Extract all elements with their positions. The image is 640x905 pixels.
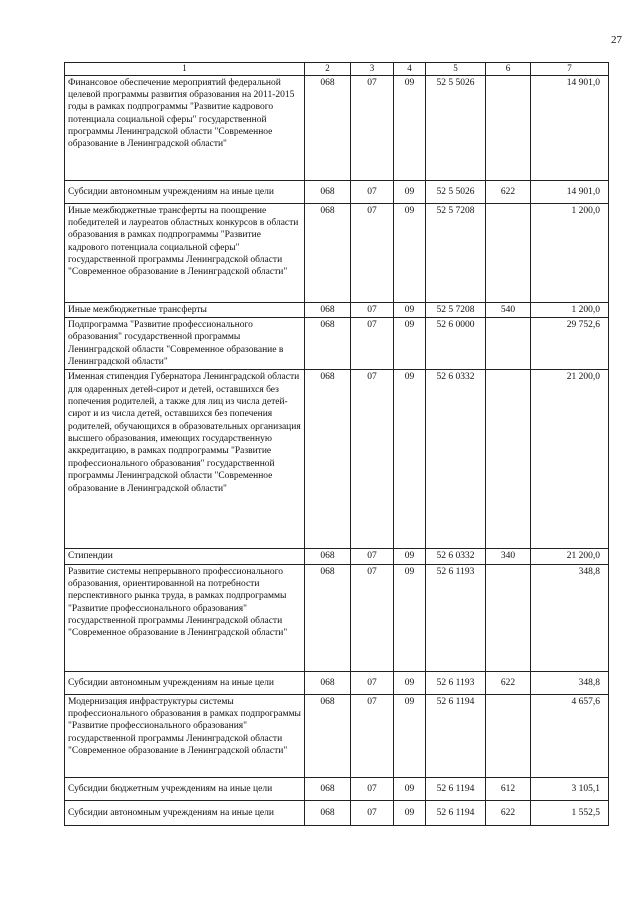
row-target-code: 52 6 1193 xyxy=(426,564,486,671)
row-section-code: 07 xyxy=(351,180,394,203)
row-section-code: 07 xyxy=(351,694,394,777)
row-target-code: 52 6 1194 xyxy=(426,800,486,825)
row-subsection-code: 09 xyxy=(394,694,426,777)
row-section-code: 07 xyxy=(351,800,394,825)
row-subsection-code: 09 xyxy=(394,75,426,180)
row-subsection-code: 09 xyxy=(394,549,426,564)
column-header: 3 xyxy=(351,63,394,76)
row-ministry-code: 068 xyxy=(305,800,351,825)
row-section-code: 07 xyxy=(351,777,394,800)
row-amount: 29 752,6 xyxy=(531,318,609,370)
row-section-code: 07 xyxy=(351,564,394,671)
row-subsection-code: 09 xyxy=(394,302,426,317)
row-section-code: 07 xyxy=(351,75,394,180)
row-expense-type xyxy=(486,694,531,777)
row-name: Развитие системы непрерывного профессионального образования, ориентированной на потребности перспективного рынка труда, в рамках подпрограммы "Развитие профессионального образования" государственной программы Ленинградской области "Современное образование в Ленинградской области" xyxy=(65,564,305,671)
table-row xyxy=(65,203,609,302)
row-expense-type: 622 xyxy=(486,800,531,825)
budget-table xyxy=(64,62,609,826)
row-name: Модернизация инфраструктуры системы профессионального образования в рамках подпрограммы "Развитие профессионального образования" государственной программы Ленинградской области "Современное образование в Ленинградской области" xyxy=(65,694,305,777)
row-amount: 21 200,0 xyxy=(531,549,609,564)
row-amount: 1 200,0 xyxy=(531,203,609,302)
row-section-code: 07 xyxy=(351,318,394,370)
row-amount: 14 901,0 xyxy=(531,180,609,203)
table-row xyxy=(65,370,609,549)
table-row xyxy=(65,318,609,370)
row-subsection-code: 09 xyxy=(394,203,426,302)
row-ministry-code: 068 xyxy=(305,671,351,694)
row-name: Финансовое обеспечение мероприятий федеральной целевой программы развития образования на 2011-2015 годы в рамках подпрограммы "Развитие кадрового потенциала социальной сферы" государственной программы Ленинградской области "Современное образование в Ленинградской области" xyxy=(65,75,305,180)
row-subsection-code: 09 xyxy=(394,370,426,549)
row-name: Субсидии бюджетным учреждениям на иные цели xyxy=(65,777,305,800)
row-ministry-code: 068 xyxy=(305,564,351,671)
table-row xyxy=(65,564,609,671)
row-amount: 3 105,1 xyxy=(531,777,609,800)
row-ministry-code: 068 xyxy=(305,370,351,549)
row-amount: 4 657,6 xyxy=(531,694,609,777)
row-name: Иные межбюджетные трансферты xyxy=(65,302,305,317)
row-subsection-code: 09 xyxy=(394,671,426,694)
row-expense-type xyxy=(486,370,531,549)
row-subsection-code: 09 xyxy=(394,564,426,671)
row-ministry-code: 068 xyxy=(305,318,351,370)
row-expense-type: 340 xyxy=(486,549,531,564)
column-header: 2 xyxy=(305,63,351,76)
row-target-code: 52 6 1194 xyxy=(426,694,486,777)
row-amount: 348,8 xyxy=(531,671,609,694)
table-row xyxy=(65,180,609,203)
row-section-code: 07 xyxy=(351,671,394,694)
row-target-code: 52 5 7208 xyxy=(426,302,486,317)
row-name: Субсидии автономным учреждениям на иные цели xyxy=(65,671,305,694)
row-section-code: 07 xyxy=(351,302,394,317)
table-row xyxy=(65,75,609,180)
row-target-code: 52 5 7208 xyxy=(426,203,486,302)
row-expense-type: 540 xyxy=(486,302,531,317)
row-amount: 1 552,5 xyxy=(531,800,609,825)
column-header: 1 xyxy=(65,63,305,76)
page-number: 27 xyxy=(611,34,622,46)
row-amount: 1 200,0 xyxy=(531,302,609,317)
row-ministry-code: 068 xyxy=(305,180,351,203)
row-name: Стипендии xyxy=(65,549,305,564)
row-expense-type xyxy=(486,75,531,180)
row-ministry-code: 068 xyxy=(305,203,351,302)
row-expense-type: 612 xyxy=(486,777,531,800)
table-row xyxy=(65,549,609,564)
table-row xyxy=(65,694,609,777)
row-expense-type: 622 xyxy=(486,671,531,694)
table-header-row xyxy=(65,63,609,76)
row-amount: 14 901,0 xyxy=(531,75,609,180)
table-row xyxy=(65,671,609,694)
row-name: Именная стипендия Губернатора Ленинградской области для одаренных детей-сирот и детей, оставшихся без попечения родителей, а также для лиц из числа детей-сирот и из числа детей, оставшихся без попечения родителей, обучающихся в образовательных организация высшего образования, имеющих государственную аккредитацию, в рамках подпрограммы "Развитие профессионального образования" государственной программы Ленинградской области "Современное образование в Ленинградской области" xyxy=(65,370,305,549)
row-amount: 21 200,0 xyxy=(531,370,609,549)
row-target-code: 52 6 0332 xyxy=(426,370,486,549)
row-section-code: 07 xyxy=(351,370,394,549)
row-expense-type xyxy=(486,318,531,370)
row-section-code: 07 xyxy=(351,203,394,302)
row-target-code: 52 6 1193 xyxy=(426,671,486,694)
row-ministry-code: 068 xyxy=(305,75,351,180)
row-target-code: 52 6 0332 xyxy=(426,549,486,564)
row-subsection-code: 09 xyxy=(394,318,426,370)
row-ministry-code: 068 xyxy=(305,549,351,564)
row-target-code: 52 6 1194 xyxy=(426,777,486,800)
row-target-code: 52 5 5026 xyxy=(426,75,486,180)
row-expense-type: 622 xyxy=(486,180,531,203)
row-ministry-code: 068 xyxy=(305,694,351,777)
row-target-code: 52 5 5026 xyxy=(426,180,486,203)
table-row xyxy=(65,800,609,825)
column-header: 5 xyxy=(426,63,486,76)
row-amount: 348,8 xyxy=(531,564,609,671)
row-name: Субсидии автономным учреждениям на иные цели xyxy=(65,800,305,825)
row-ministry-code: 068 xyxy=(305,302,351,317)
row-name: Подпрограмма "Развитие профессионального образования" государственной программы Ленинградской области "Современное образование в Ленинградской области" xyxy=(65,318,305,370)
table-row xyxy=(65,777,609,800)
row-name: Субсидии автономным учреждениям на иные цели xyxy=(65,180,305,203)
column-header: 6 xyxy=(486,63,531,76)
column-header: 7 xyxy=(531,63,609,76)
row-subsection-code: 09 xyxy=(394,800,426,825)
row-section-code: 07 xyxy=(351,549,394,564)
table-row xyxy=(65,302,609,317)
row-subsection-code: 09 xyxy=(394,777,426,800)
row-ministry-code: 068 xyxy=(305,777,351,800)
row-expense-type xyxy=(486,203,531,302)
row-name: Иные межбюджетные трансферты на поощрение победителей и лауреатов областных конкурсов в области образования в рамках подпрограммы "Развитие кадрового потенциала социальной сферы" государственной программы Ленинградской области "Современное образование в Ленинградской области" xyxy=(65,203,305,302)
row-subsection-code: 09 xyxy=(394,180,426,203)
row-expense-type xyxy=(486,564,531,671)
row-target-code: 52 6 0000 xyxy=(426,318,486,370)
column-header: 4 xyxy=(394,63,426,76)
